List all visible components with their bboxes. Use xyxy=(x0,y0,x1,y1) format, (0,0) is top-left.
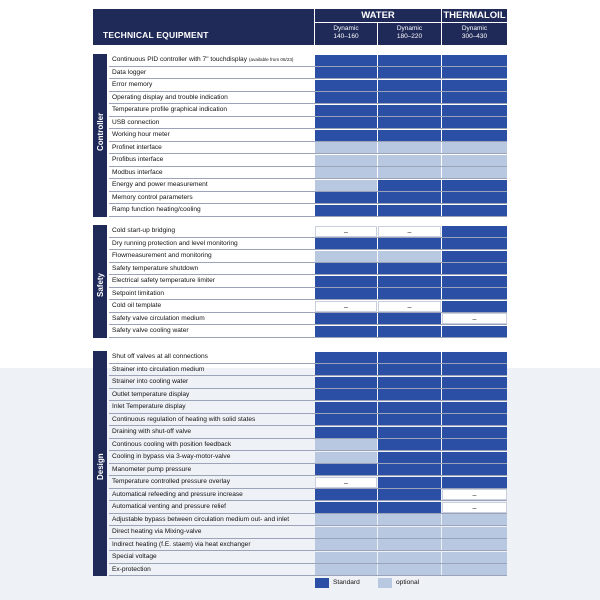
cell-standard xyxy=(378,452,441,463)
row-label-text: Special voltage xyxy=(112,553,157,560)
header-col-3 xyxy=(442,23,507,45)
row-label-text: Inlet Temperature display xyxy=(112,403,186,410)
legend-optional-swatch xyxy=(378,578,392,588)
row-label xyxy=(109,376,315,388)
row-label xyxy=(109,225,315,237)
equipment-table xyxy=(93,9,507,591)
row-label-text: Manometer pump pressure xyxy=(112,465,192,473)
row-label xyxy=(109,67,315,79)
row-label-text: Electrical safety temperature limiter xyxy=(112,277,215,284)
cell-standard xyxy=(442,414,507,425)
section-bar-controller xyxy=(93,54,107,217)
cell-standard xyxy=(378,263,441,274)
row-label xyxy=(109,514,315,526)
row-label-text: Shut off valves at all connections xyxy=(112,353,208,360)
cell-optional xyxy=(315,180,377,191)
cell-standard xyxy=(315,377,377,388)
section-bar-safety xyxy=(93,225,107,338)
cell-optional xyxy=(378,552,441,563)
cell-standard xyxy=(442,67,507,78)
row-label xyxy=(109,489,315,501)
row-label xyxy=(109,464,315,476)
cell-standard xyxy=(442,326,507,337)
section-bar-design xyxy=(93,351,107,576)
cell-standard xyxy=(378,464,441,475)
cell-standard xyxy=(442,288,507,299)
row-label xyxy=(109,250,315,262)
row-label xyxy=(109,551,315,563)
cell-standard xyxy=(442,477,507,488)
cell-optional xyxy=(315,167,377,178)
cell-standard xyxy=(442,55,507,66)
cell-standard xyxy=(315,263,377,274)
legend-standard-swatch xyxy=(315,578,329,588)
row-divider xyxy=(109,337,507,338)
row-label-text: Continuous regulation of heating with solid states xyxy=(112,415,256,423)
legend-standard-label: Standard xyxy=(333,579,360,586)
row-label xyxy=(109,313,315,325)
row-label xyxy=(109,401,315,413)
row-label-text: Operating display and trouble indication xyxy=(112,93,228,101)
header-title-cell xyxy=(93,9,314,45)
row-label xyxy=(109,389,315,401)
row-label-text: Draining with shut-off valve xyxy=(112,428,192,435)
cell-standard xyxy=(378,288,441,299)
cell-optional xyxy=(442,527,507,538)
cell-standard xyxy=(315,288,377,299)
row-label xyxy=(109,275,315,287)
cell-standard xyxy=(378,130,441,141)
cell-none: – xyxy=(442,313,507,324)
row-label-note: (available from 06/23) xyxy=(249,57,294,62)
cell-standard xyxy=(442,402,507,413)
cell-optional xyxy=(442,167,507,178)
cell-standard xyxy=(378,276,441,287)
cell-optional xyxy=(442,564,507,575)
row-label-text: Safety valve circulation medium xyxy=(112,314,205,322)
row-label xyxy=(109,79,315,91)
cell-standard xyxy=(378,427,441,438)
row-label xyxy=(109,426,315,438)
cell-optional xyxy=(442,155,507,166)
cell-standard xyxy=(378,92,441,103)
row-label-text: Strainer into cooling water xyxy=(112,378,189,385)
row-label-text: Automatical refeeding and pressure increase xyxy=(112,490,243,498)
row-label-text: Working hour meter xyxy=(112,131,170,138)
cell-standard xyxy=(442,276,507,287)
row-label-text: Modbus interface xyxy=(112,168,163,176)
cell-standard xyxy=(442,180,507,191)
row-label xyxy=(109,451,315,463)
row-label-text: Dry running protection and level monitoring xyxy=(112,239,238,247)
row-label xyxy=(109,117,315,129)
row-label-text: Ex-protection xyxy=(112,565,151,573)
row-label xyxy=(109,179,315,191)
cell-standard xyxy=(378,477,441,488)
cell-standard xyxy=(378,55,441,66)
cell-optional xyxy=(378,167,441,178)
cell-optional xyxy=(378,539,441,550)
cell-optional xyxy=(315,527,377,538)
cell-standard xyxy=(442,389,507,400)
cell-optional xyxy=(442,539,507,550)
row-label-text: Cooling in bypass via 3-way-motor-valve xyxy=(112,453,231,460)
cell-standard xyxy=(442,80,507,91)
cell-standard xyxy=(315,427,377,438)
header-thermaloil-group xyxy=(442,9,507,22)
cell-standard xyxy=(378,389,441,400)
cell-standard xyxy=(378,80,441,91)
row-divider xyxy=(109,575,507,576)
col-3-range: 300–430 xyxy=(461,33,488,40)
row-label-text: Continuous PID controller with 7" touchdisplay xyxy=(112,56,248,63)
row-label xyxy=(109,263,315,275)
row-label xyxy=(109,288,315,300)
cell-standard xyxy=(442,301,507,312)
cell-standard xyxy=(315,313,377,324)
row-label xyxy=(109,564,315,576)
cell-standard xyxy=(315,205,377,216)
cell-standard xyxy=(315,326,377,337)
row-label xyxy=(109,501,315,513)
row-label xyxy=(109,414,315,426)
cell-standard xyxy=(442,263,507,274)
row-label-text: Data logger xyxy=(112,68,147,76)
cell-standard xyxy=(378,117,441,128)
cell-standard xyxy=(315,92,377,103)
cell-standard xyxy=(442,352,507,363)
cell-standard xyxy=(442,192,507,203)
cell-standard xyxy=(315,105,377,116)
cell-optional xyxy=(315,439,377,450)
row-label-text: Error memory xyxy=(112,81,153,88)
cell-standard xyxy=(315,464,377,475)
row-label xyxy=(109,300,315,312)
row-label xyxy=(109,142,315,154)
cell-standard xyxy=(315,502,377,513)
row-label xyxy=(109,92,315,104)
cell-optional xyxy=(442,142,507,153)
cell-none: – xyxy=(442,502,507,513)
row-label xyxy=(109,325,315,337)
row-label-text: Safety valve cooling water xyxy=(112,327,189,334)
col-2-model: Dynamic xyxy=(396,25,423,32)
table-title: TECHNICAL EQUIPMENT xyxy=(103,30,209,40)
row-label-text: Setpoint limitation xyxy=(112,289,165,297)
cell-standard xyxy=(378,326,441,337)
row-label xyxy=(109,54,315,66)
row-label xyxy=(109,104,315,116)
cell-standard xyxy=(442,226,507,237)
cell-standard xyxy=(378,192,441,203)
cell-none: – xyxy=(442,489,507,500)
row-label-text: Cold start-up bridging xyxy=(112,227,176,234)
row-label xyxy=(109,204,315,216)
cell-none: – xyxy=(315,301,377,312)
cell-standard xyxy=(315,238,377,249)
row-label-text: Cold oil template xyxy=(112,302,162,309)
row-label-text: Temperature profile graphical indication xyxy=(112,106,228,113)
cell-none: – xyxy=(315,226,377,237)
cell-optional xyxy=(378,514,441,525)
header-water-group xyxy=(315,9,441,22)
cell-optional xyxy=(378,251,441,262)
section-label: Controller xyxy=(96,113,105,152)
cell-optional xyxy=(315,552,377,563)
row-label xyxy=(109,192,315,204)
cell-standard xyxy=(378,402,441,413)
cell-standard xyxy=(442,427,507,438)
cell-none: – xyxy=(378,301,441,312)
cell-standard xyxy=(315,192,377,203)
header-col-2 xyxy=(378,23,441,45)
col-1-model: Dynamic xyxy=(333,25,359,32)
section-label: Design xyxy=(96,452,105,480)
section-label: Safety xyxy=(96,273,105,298)
cell-standard xyxy=(442,464,507,475)
cell-optional xyxy=(315,452,377,463)
row-label xyxy=(109,364,315,376)
row-label-text: Safety temperature shutdown xyxy=(112,264,199,272)
row-label xyxy=(109,167,315,179)
cell-none: – xyxy=(378,226,441,237)
row-label-text: Indirect heating (f.E. staem) via heat exchanger xyxy=(112,540,251,548)
cell-standard xyxy=(442,251,507,262)
cell-standard xyxy=(315,117,377,128)
cell-standard xyxy=(442,130,507,141)
row-label-text: Memory control parameters xyxy=(112,193,193,201)
cell-standard xyxy=(315,414,377,425)
row-divider xyxy=(109,216,507,217)
row-label-text: Temperature controlled pressure overlay xyxy=(112,478,231,485)
cell-standard xyxy=(378,180,441,191)
cell-optional xyxy=(315,514,377,525)
cell-optional xyxy=(442,514,507,525)
cell-standard xyxy=(442,205,507,216)
cell-standard xyxy=(442,92,507,103)
row-label-text: Ramp function heating/cooling xyxy=(112,206,201,213)
cell-optional xyxy=(378,527,441,538)
row-label xyxy=(109,526,315,538)
row-label xyxy=(109,351,315,363)
cell-standard xyxy=(378,414,441,425)
row-label xyxy=(109,439,315,451)
cell-standard xyxy=(315,489,377,500)
cell-optional xyxy=(315,251,377,262)
cell-optional xyxy=(315,539,377,550)
row-label xyxy=(109,539,315,551)
cell-standard xyxy=(378,105,441,116)
thermaloil-group-label: THERMALOIL xyxy=(443,10,506,21)
cell-standard xyxy=(442,238,507,249)
cell-standard xyxy=(378,238,441,249)
cell-optional xyxy=(315,142,377,153)
cell-standard xyxy=(442,105,507,116)
cell-standard xyxy=(378,502,441,513)
cell-optional xyxy=(315,564,377,575)
col-2-range: 180–220 xyxy=(396,33,423,40)
cell-standard xyxy=(378,489,441,500)
cell-standard xyxy=(442,364,507,375)
cell-standard xyxy=(315,352,377,363)
row-label-text: Profinet interface xyxy=(112,143,162,151)
row-label xyxy=(109,129,315,141)
cell-standard xyxy=(442,377,507,388)
row-label xyxy=(109,476,315,488)
cell-optional xyxy=(315,155,377,166)
legend-optional-label: optional xyxy=(396,579,420,586)
row-label-text: Energy and power measurement xyxy=(112,181,208,188)
col-3-model: Dynamic xyxy=(461,25,488,32)
cell-standard xyxy=(378,205,441,216)
cell-standard xyxy=(378,377,441,388)
cell-optional xyxy=(378,564,441,575)
row-label-text: USB connection xyxy=(112,118,160,126)
row-label-text: Profibus interface xyxy=(112,156,164,163)
cell-standard xyxy=(378,439,441,450)
cell-standard xyxy=(378,364,441,375)
row-label-text: Flowmeasurement and monitoring xyxy=(112,252,212,259)
cell-standard xyxy=(378,67,441,78)
cell-standard xyxy=(442,117,507,128)
row-label xyxy=(109,154,315,166)
cell-optional xyxy=(378,142,441,153)
water-group-label: WATER xyxy=(361,10,395,21)
cell-standard xyxy=(315,55,377,66)
cell-none: – xyxy=(315,477,377,488)
row-label-text: Automatical venting and pressure relief xyxy=(112,503,226,510)
cell-standard xyxy=(315,130,377,141)
cell-optional xyxy=(378,155,441,166)
cell-standard xyxy=(315,67,377,78)
cell-optional xyxy=(442,552,507,563)
col-1-range: 140–160 xyxy=(333,33,359,40)
cell-standard xyxy=(315,276,377,287)
row-label-text: Strainer into circulation medium xyxy=(112,365,205,373)
row-label xyxy=(109,238,315,250)
cell-standard xyxy=(442,439,507,450)
row-label-text: Outlet temperature display xyxy=(112,390,190,398)
header-col-1 xyxy=(315,23,377,45)
row-label-text: Direct heating via Mixing-valve xyxy=(112,528,202,535)
cell-standard xyxy=(315,389,377,400)
cell-standard xyxy=(378,352,441,363)
cell-standard xyxy=(315,80,377,91)
cell-standard xyxy=(315,402,377,413)
row-label-text: Continous cooling with position feedback xyxy=(112,440,232,448)
cell-standard xyxy=(442,452,507,463)
cell-standard xyxy=(378,313,441,324)
cell-standard xyxy=(315,364,377,375)
row-label-text: Adjustable bypass between circulation medium out- and inlet xyxy=(112,515,290,523)
